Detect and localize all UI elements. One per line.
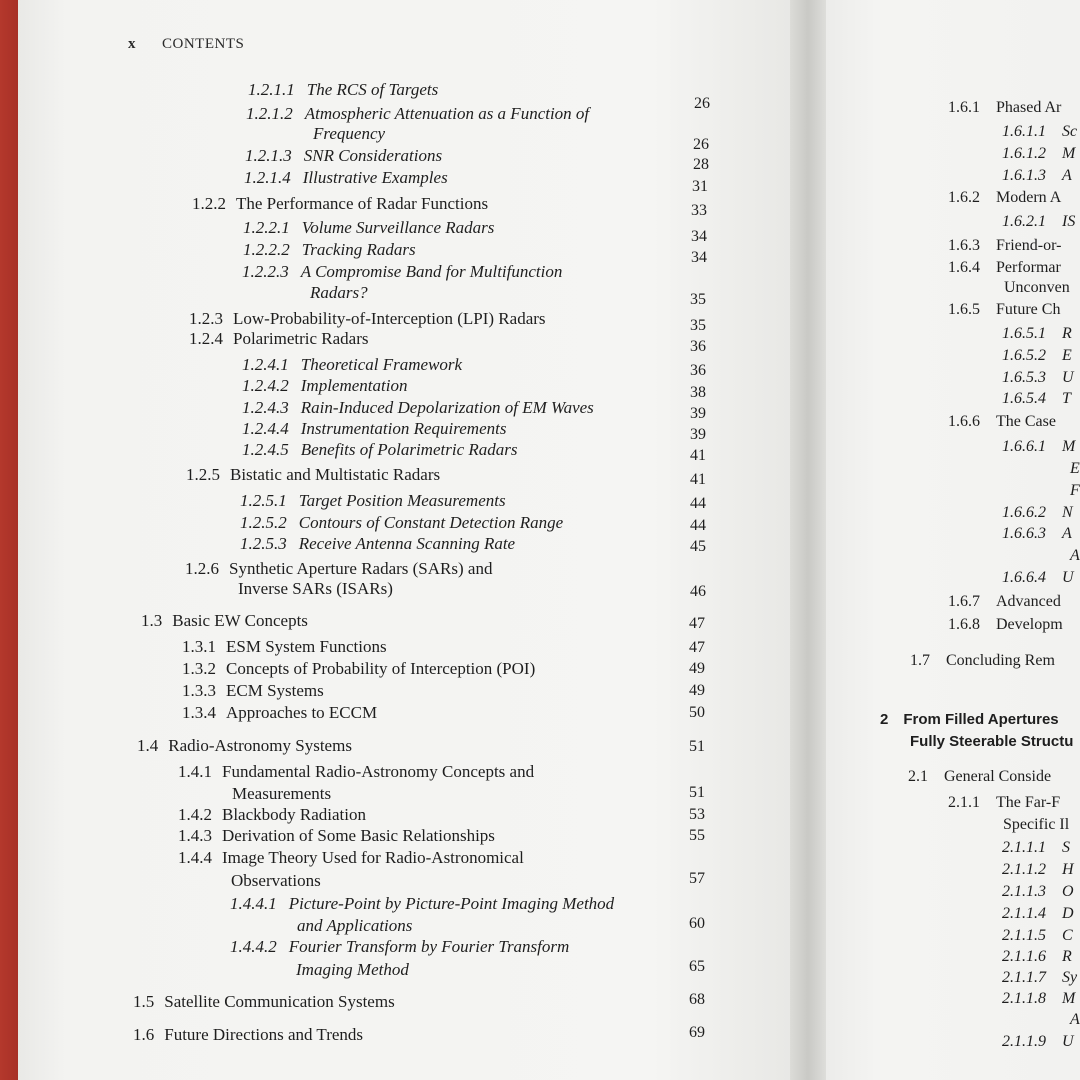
toc-page-number: 34 [691,249,707,266]
toc-page-number: 36 [690,362,706,379]
toc-entry [246,104,589,124]
toc-entry-right: 1.6.7 Advanced [948,593,1061,610]
toc-entry-right: 2.1.1.5 C [1002,927,1073,944]
toc-entry [133,992,395,1012]
toc-entry-right: 2.1.1.7 Sy [1002,969,1078,986]
toc-page-number: 41 [690,471,706,488]
toc-entry-title: Benefits of Polarimetric Radars [300,440,518,459]
toc-entry-right: 1.6.5 Future Ch [948,301,1061,318]
toc-entry-number: 1.4.4.1 [230,894,277,913]
toc-entry-number: 1.2.5 [186,465,220,484]
toc-entry-title: Atmospheric Attenuation as a Function of [304,104,590,123]
toc-entry-number: 1.4.4 [178,848,212,867]
toc-entry-number: 1.2.2.1 [243,218,290,237]
toc-entry [192,194,488,214]
toc-entry-right: 1.6.1.3 A [1002,167,1072,184]
toc-entry-number: 1.2.2 [192,194,226,213]
toc-entry [296,960,409,980]
toc-entry-title: Approaches to ECCM [226,703,378,722]
toc-entry-number: 1.2.2.2 [243,240,290,259]
toc-entry-right: A [1070,547,1080,564]
toc-page-number: 44 [690,517,706,534]
toc-entry-right: 1.6.6.1 M [1002,438,1076,455]
toc-page-number: 65 [689,958,705,975]
toc-entry-title: Inverse SARs (ISARs) [238,579,393,598]
toc-entry-right: 1.6.1.1 Sc [1002,123,1078,140]
toc-entry [243,218,494,238]
toc-entry [137,736,352,756]
toc-entry-title: and Applications [297,916,413,935]
toc-entry [238,579,393,599]
toc-entry-number: 1.2.5.1 [240,491,287,510]
toc-entry-title: The Performance of Radar Functions [236,194,489,213]
toc-page-number: 26 [694,95,710,112]
toc-entry-right: 1.6.5.2 E [1002,347,1072,364]
toc-page-number: 46 [690,583,706,600]
toc-entry-title: Frequency [313,124,386,143]
toc-page-number: 39 [690,426,706,443]
toc-page-number: 26 [693,136,709,153]
toc-entry [232,784,331,804]
toc-entry-right: 1.6.6.2 N [1002,504,1073,521]
toc-entry-right: 2.1.1.9 U [1002,1033,1074,1050]
toc-entry-title: Image Theory Used for Radio-Astronomical [222,848,524,867]
toc-entry-title: Satellite Communication Systems [164,992,395,1011]
toc-entry-title: ESM System Functions [226,637,387,656]
toc-entry-title: Concepts of Probability of Interception (POI) [226,659,536,678]
toc-entry [242,398,594,418]
toc-entry-title: Theoretical Framework [300,355,463,374]
toc-entry-title: Contours of Constant Detection Range [298,513,564,532]
toc-entry-right: 1.6.2 Modern A [948,189,1062,206]
toc-entry-title: Target Position Measurements [298,491,506,510]
toc-entry [186,465,440,485]
toc-page-number: 44 [690,495,706,512]
toc-entry [133,1025,363,1045]
toc-entry [231,871,321,891]
toc-entry [189,309,546,329]
toc-page-number: 31 [692,178,708,195]
toc-entry-title: Implementation [300,376,408,395]
toc-entry-number: 1.3.1 [182,637,216,656]
toc-entry [182,703,377,723]
toc-entry-right: 2.1 General Conside [908,768,1052,785]
toc-entry-title: Blackbody Radiation [222,805,367,824]
toc-entry-right: 1.6.4 Performar [948,259,1061,276]
toc-entry-right: Unconven [1004,279,1070,296]
toc-entry [185,559,492,579]
toc-entry [182,637,387,657]
toc-entry-title: ECM Systems [226,681,324,700]
toc-entry [240,534,515,554]
toc-entry-number: 1.2.1.1 [248,80,295,99]
toc-entry-right: E [1070,460,1080,477]
running-header-title: CONTENTS [162,36,245,52]
toc-entry-title: Derivation of Some Basic Relationships [222,826,495,845]
toc-entry [178,848,524,868]
toc-page-number: 49 [689,660,705,677]
toc-entry-title: Illustrative Examples [302,168,448,187]
toc-page-number: 35 [690,317,706,334]
toc-entry-title: Instrumentation Requirements [300,419,507,438]
toc-entry-number: 1.4.3 [178,826,212,845]
toc-entry-number: 1.2.4.5 [242,440,289,459]
toc-page-number: 53 [689,806,705,823]
toc-entry-number: 1.6 [133,1025,155,1044]
toc-entry-number: 1.3.4 [182,703,216,722]
toc-page-number: 50 [689,704,705,721]
toc-page-number: 45 [690,538,706,555]
toc-entry [230,894,614,914]
page-roman-numeral: x [128,36,136,52]
toc-entry [297,916,412,936]
toc-entry-number: 1.3 [141,611,163,630]
right-page [826,0,1080,1080]
toc-page-number: 34 [691,228,707,245]
toc-entry-title: Low-Probability-of-Interception (LPI) Radars [233,309,546,328]
toc-entry-number: 1.2.1.2 [246,104,293,123]
toc-page-number: 28 [693,156,709,173]
toc-page-number: 38 [690,384,706,401]
toc-page-number: 68 [689,991,705,1008]
toc-entry-number: 1.2.4.3 [242,398,289,417]
toc-entry-title: Fundamental Radio-Astronomy Concepts and [222,762,535,781]
toc-entry-number: 1.2.3 [189,309,223,328]
toc-entry-number: 1.2.4 [189,329,223,348]
toc-page-number: 47 [689,615,705,632]
toc-entry-right: 2.1.1.1 S [1002,839,1070,856]
toc-entry-number: 1.2.1.4 [244,168,291,187]
toc-entry [141,611,308,631]
toc-entry-right: 1.7 Concluding Rem [910,652,1055,669]
toc-entry-title: Basic EW Concepts [172,611,308,630]
toc-entry-title: Radars? [310,283,368,302]
toc-entry [178,805,366,825]
toc-entry [242,376,407,396]
toc-entry-right: 1.6.6 The Case [948,413,1056,430]
toc-entry [313,124,385,144]
toc-entry-number: 1.2.4.1 [242,355,289,374]
toc-entry-title: Measurements [232,784,332,803]
toc-page-number: 49 [689,682,705,699]
toc-entry-right: A [1070,1011,1080,1028]
toc-entry-number: 1.2.5.2 [240,513,287,532]
toc-page-number: 36 [690,338,706,355]
toc-page-number: 60 [689,915,705,932]
toc-entry-right: 2.1.1.2 H [1002,861,1074,878]
toc-entry-title: Bistatic and Multistatic Radars [230,465,441,484]
toc-entry [182,681,324,701]
toc-entry-right: 1.6.2.1 IS [1002,213,1076,230]
toc-page-number: 57 [689,870,705,887]
toc-entry-number: 1.4.2 [178,805,212,824]
toc-entry [310,283,368,303]
toc-entry-title: Polarimetric Radars [233,329,369,348]
toc-entry-title: Rain-Induced Depolarization of EM Waves [300,398,594,417]
toc-entry [240,513,563,533]
toc-entry-right: Fully Steerable Structu [910,733,1074,750]
left-page [18,0,812,1080]
toc-entry-title: Receive Antenna Scanning Rate [298,534,516,553]
toc-entry-number: 1.3.3 [182,681,216,700]
toc-entry-number: 1.2.4.2 [242,376,289,395]
toc-entry-right: 2.1.1.6 R [1002,948,1072,965]
toc-page-number: 55 [689,827,705,844]
toc-page-number: 51 [689,784,705,801]
toc-entry-right: 2 From Filled Apertures [880,711,1059,728]
toc-entry-title: A Compromise Band for Multifunction [300,262,563,281]
toc-entry [230,937,569,957]
toc-entry-number: 1.3.2 [182,659,216,678]
toc-entry-title: Observations [231,871,321,890]
toc-entry [245,146,442,166]
toc-page-number: 39 [690,405,706,422]
toc-entry-right: 1.6.1.2 M [1002,145,1076,162]
toc-entry-title: Radio-Astronomy Systems [168,736,352,755]
toc-entry [240,491,506,511]
toc-entry-right: 1.6.6.4 U [1002,569,1074,586]
toc-entry-right: 1.6.8 Developm [948,616,1063,633]
toc-entry-right: 2.1.1.8 M [1002,990,1076,1007]
toc-entry-number: 1.2.1.3 [245,146,292,165]
toc-entry-right: 1.6.5.4 T [1002,390,1071,407]
toc-entry-right: 2.1.1.4 D [1002,905,1074,922]
toc-page-number: 47 [689,639,705,656]
toc-page-number: 51 [689,738,705,755]
toc-entry [182,659,535,679]
toc-entry [242,355,462,375]
toc-entry-title: Tracking Radars [301,240,416,259]
toc-entry-title: Synthetic Aperture Radars (SARs) and [229,559,493,578]
toc-entry-title: Picture-Point by Picture-Point Imaging Method [288,894,615,913]
toc-page-number: 33 [691,202,707,219]
toc-entry-right: 2.1.1 The Far-F [948,794,1061,811]
toc-page-number: 35 [690,291,706,308]
toc-entry [244,168,448,188]
toc-entry-right: 2.1.1.3 O [1002,883,1074,900]
toc-entry-number: 1.2.6 [185,559,219,578]
toc-entry [243,240,416,260]
toc-entry-number: 1.2.4.4 [242,419,289,438]
toc-entry [189,329,369,349]
toc-entry-title: Fourier Transform by Fourier Transform [288,937,570,956]
toc-entry-right: 1.6.3 Friend-or- [948,237,1062,254]
toc-entry [242,419,506,439]
toc-entry-right: Specific Il [1003,816,1070,833]
toc-entry [248,80,438,100]
toc-entry-right: 1.6.1 Phased Ar [948,99,1062,116]
toc-page-number: 41 [690,447,706,464]
toc-entry-number: 1.4.1 [178,762,212,781]
toc-entry [178,762,534,782]
toc-entry-title: Future Directions and Trends [164,1025,364,1044]
toc-entry-right: 1.6.5.1 R [1002,325,1072,342]
toc-entry [242,440,517,460]
toc-entry-right: 1.6.6.3 A [1002,525,1072,542]
toc-page-number: 69 [689,1024,705,1041]
toc-entry-number: 1.4.4.2 [230,937,277,956]
toc-entry-title: Imaging Method [296,960,409,979]
toc-entry [242,262,562,282]
toc-entry-number: 1.5 [133,992,155,1011]
toc-entry-number: 1.2.2.3 [242,262,289,281]
toc-entry-number: 1.4 [137,736,159,755]
toc-entry-title: The RCS of Targets [306,80,439,99]
toc-entry-title: SNR Considerations [303,146,443,165]
toc-entry-title: Volume Surveillance Radars [301,218,495,237]
toc-entry-number: 1.2.5.3 [240,534,287,553]
toc-entry-right: F [1070,482,1080,499]
toc-entry-right: 1.6.5.3 U [1002,369,1074,386]
book-gutter [790,0,830,1080]
running-header [128,36,244,53]
toc-entry [178,826,495,846]
